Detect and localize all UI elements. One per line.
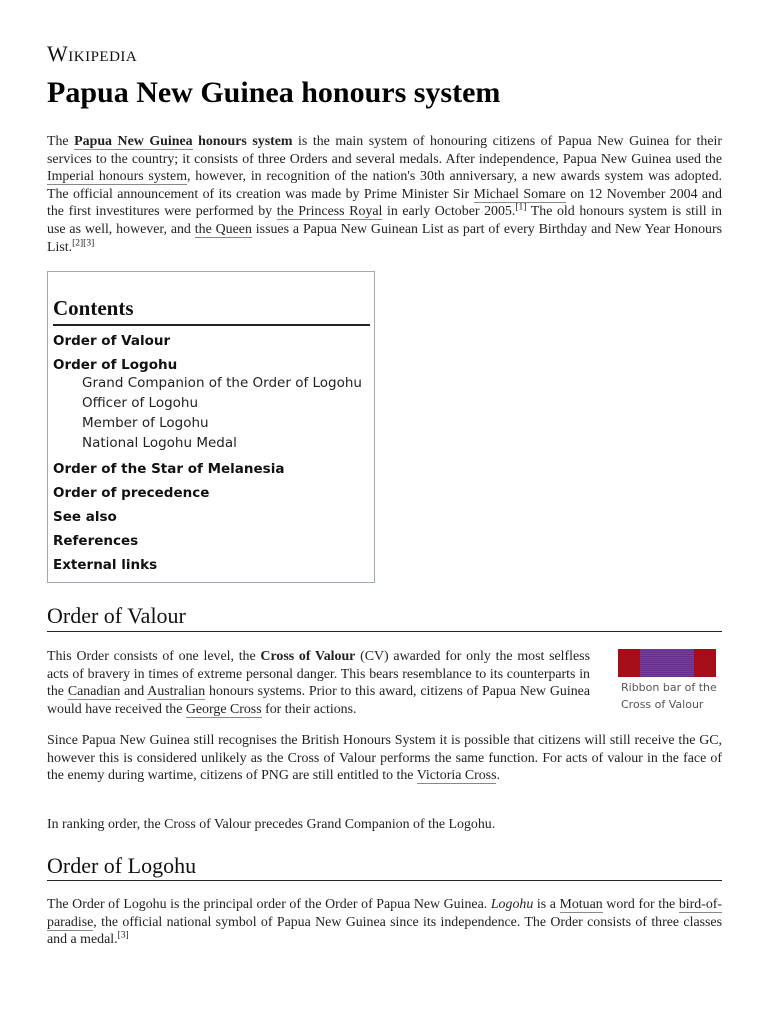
link-bird-of-paradise[interactable]: bird-of-paradise [47, 897, 723, 930]
toc-item-order-of-precedence[interactable]: Order of precedence [53, 485, 210, 501]
paragraph-text: word for the [602, 897, 679, 912]
toc-title: Contents [53, 296, 134, 320]
logohu-paragraph-1 [47, 896, 722, 949]
paragraph-text: , the official national symbol of Papua New Guinea since its independence. The Order consists of three classes and a medal. [47, 914, 722, 948]
paragraph-text: Since Papua New Guinea still recognises the British Honours System it is possible that citizens will still receive the GC, however this is considered unlikely as the Cross of Valour performs the same function. For acts of valour in the face of the enemy during wartime, citizens of PNG are still entitled to the [47, 733, 722, 784]
link-michael-somare[interactable]: Michael Somare [473, 186, 566, 202]
toc-subitem-member[interactable]: Member of Logohu [82, 415, 209, 431]
link-motuan[interactable]: Motuan [559, 897, 603, 912]
link-princess-royal[interactable]: the Princess Royal [276, 204, 383, 220]
cross-of-valour-ribbon-image[interactable] [618, 649, 716, 677]
ribbon-edge-left [618, 649, 640, 677]
paragraph-text: and [120, 684, 148, 700]
citation-link[interactable]: [2][3] [72, 237, 95, 248]
citation-link[interactable]: [3] [117, 930, 129, 941]
link-victoria-cross[interactable]: Victoria Cross [416, 768, 497, 784]
valour-paragraph-1 [47, 648, 590, 718]
ribbon-caption: Ribbon bar of the Cross of Valour [621, 681, 717, 711]
link-george-cross[interactable]: George Cross [185, 701, 262, 717]
paragraph-text: . [496, 768, 500, 784]
link-canadian[interactable]: Canadian [67, 684, 121, 700]
section-heading-order-of-logohu: Order of Logohu [47, 853, 197, 878]
intro-text: in early October 2005. [382, 204, 516, 220]
section-heading-order-of-valour: Order of Valour [47, 603, 186, 628]
toc-item-order-of-logohu[interactable]: Order of Logohu [53, 357, 178, 373]
intro-text: is the main system of honouring citizens of Papua New Guinea for their services to the country; it consists of three Orders and several medals. After independence, Papua New Guinea used the [47, 134, 722, 167]
section-divider [47, 880, 722, 881]
ribbon-center [640, 649, 694, 677]
link-papua-new-guinea[interactable]: Papua New Guinea [74, 134, 193, 149]
citation-link[interactable]: [1] [515, 202, 527, 213]
valour-paragraph-2 [47, 732, 722, 785]
paragraph-text: The Order of Logohu is the principal order of the Order of Papua New Guinea. [47, 897, 491, 912]
paragraph-text: honours systems. Prior to this award, citizens of Papua New Guinea would have received the [47, 684, 591, 717]
toc-item-external-links[interactable]: External links [53, 557, 158, 573]
intro-bold: honours system [192, 134, 293, 149]
toc-item-order-of-valour[interactable]: Order of Valour [53, 333, 171, 349]
paragraph-text: (CV) awarded for only the most selfless acts of bravery in times of extreme personal danger. This bears resemblance to its counterparts in the [47, 649, 590, 700]
table-of-contents [47, 271, 375, 583]
paragraph-text: is a [533, 897, 560, 912]
toc-item-see-also[interactable]: See also [53, 509, 117, 525]
intro-text: on 12 November 2004 and the first investitures were performed by [47, 186, 722, 220]
page-title: Papua New Guinea honours system [47, 76, 501, 109]
italic-logohu: Logohu [490, 897, 534, 912]
ribbon-edge-right [694, 649, 716, 677]
toc-item-star-of-melanesia[interactable]: Order of the Star of Melanesia [53, 461, 285, 477]
toc-divider [53, 324, 370, 326]
link-imperial-honours[interactable]: Imperial honours system [47, 169, 187, 185]
valour-paragraph-3: In ranking order, the Cross of Valour precedes Grand Companion of the Logohu. [47, 817, 496, 832]
toc-subitem-national-medal[interactable]: National Logohu Medal [82, 435, 237, 451]
intro-text: , however, in recognition of the nation's 30th anniversary, a new awards system was adopted. The official announcement of its creation was made by Prime Minister Sir [47, 169, 722, 202]
link-the-queen[interactable]: the Queen [194, 221, 252, 237]
toc-subitem-grand-companion[interactable]: Grand Companion of the Order of Logohu [82, 375, 362, 391]
intro-text: issues a Papua New Guinean List as part of every Birthday and New Year Honours List. [47, 221, 722, 255]
wordmark-text: Wikipedia [47, 41, 138, 66]
intro-text: The old honours system is still in use as well, however, and [47, 204, 722, 237]
paragraph-text: This Order consists of one level, the [47, 649, 261, 664]
wikipedia-wordmark[interactable] [47, 41, 137, 67]
toc-item-references[interactable]: References [53, 533, 139, 549]
section-divider [47, 631, 722, 632]
paragraph-text: for their actions. [261, 701, 357, 717]
link-australian[interactable]: Australian [147, 684, 206, 700]
bold-cross-of-valour: Cross of Valour [260, 649, 356, 664]
intro-text: The [47, 134, 75, 149]
intro-paragraph [47, 133, 722, 256]
toc-subitem-officer[interactable]: Officer of Logohu [82, 395, 199, 411]
